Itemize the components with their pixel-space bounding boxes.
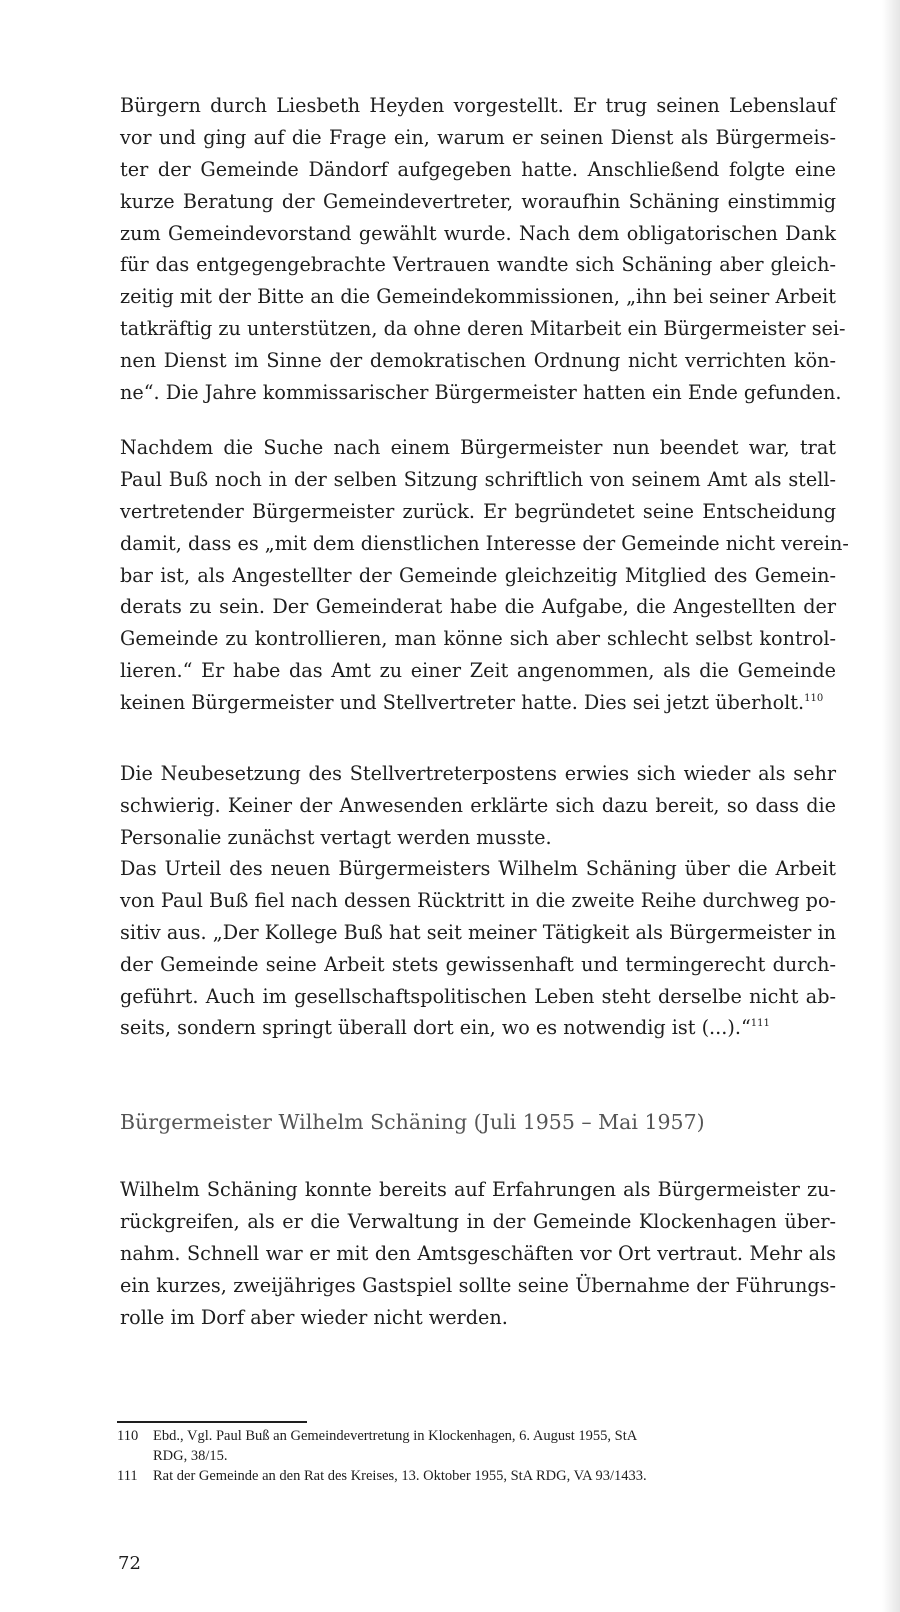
text-line: bar ist, als Angestellter der Gemeinde gleichzeitig Mitglied des Gemein-: [120, 563, 836, 587]
footnote-111: [117, 1466, 817, 1486]
text-line: vertretender Bürgermeister zurück. Er begründetet seine Entscheidung: [120, 499, 836, 523]
paragraph-schaening: [120, 1174, 836, 1333]
text-line: ein kurzes, zweijähriges Gastspiel sollte seine Übernahme der Führungs-: [120, 1273, 836, 1297]
page-number: 72: [118, 1553, 141, 1574]
text-line: rückgreifen, als er die Verwaltung in der Gemeinde Klockenhagen über-: [120, 1209, 836, 1233]
text-line: Wilhelm Schäning konnte bereits auf Erfahrungen als Bürgermeister zu-: [120, 1178, 836, 1201]
text-line: von Paul Buß fiel nach dessen Rücktritt in die zweite Reihe durchweg po-: [120, 888, 836, 912]
footnote-ref: 111: [750, 1018, 770, 1030]
text-line: tatkräftig zu unterstützen, da ohne deren Mitarbeit ein Bürgermeister sei-: [120, 317, 846, 341]
footnote-number: 110: [117, 1428, 139, 1444]
text-line: für das entgegengebrachte Vertrauen wandte sich Schäning aber gleich-: [120, 253, 836, 277]
text-line-with-footnote: [120, 687, 836, 719]
text-line: ne“. Die Jahre kommissarischer Bürgermeister hatten ein Ende gefunden.: [120, 381, 842, 405]
text-line: Nachdem die Suche nach einem Bürgermeister nun beendet war, trat: [120, 436, 836, 459]
text-line: Das Urteil des neuen Bürgermeisters Wilhelm Schäning über die Arbeit: [120, 857, 836, 880]
footnote-separator: [117, 1421, 307, 1423]
footnote-line: Ebd., Vgl. Paul Buß an Gemeindevertretung in Klockenhagen, 6. August 1955, StA: [153, 1428, 638, 1444]
paragraph-resignation: [120, 432, 849, 719]
paragraph-deputy-vacancy: [120, 758, 836, 854]
text-line: damit, dass es „mit dem dienstlichen Interesse der Gemeinde nicht verein-: [120, 531, 849, 555]
footnote-ref: 110: [804, 693, 824, 705]
footnote-line: Rat der Gemeinde an den Rat des Kreises, 13. Oktober 1955, StA RDG, VA 93/1433.: [153, 1468, 647, 1484]
section-heading: Bürgermeister Wilhelm Schäning (Juli 1955 – Mai 1957): [120, 1110, 705, 1134]
footnote-line: RDG, 38/15.: [153, 1448, 228, 1464]
footnote-110: [117, 1426, 817, 1466]
text-line: derats zu sein. Der Gemeinderat habe die Aufgabe, die Angestellten der: [120, 595, 836, 619]
text-line: zum Gemeindevorstand gewählt wurde. Nach dem obligatorischen Dank: [120, 221, 836, 245]
text-line: zeitig mit der Bitte an die Gemeindekommissionen, „ihn bei seiner Arbeit: [120, 285, 836, 309]
text-line: Personalie zunächst vertagt werden musste.: [120, 825, 552, 849]
text-line: Die Neubesetzung des Stellvertreterpostens erwies sich wieder als sehr: [120, 762, 836, 785]
text-line: keinen Bürgermeister und Stellvertreter hatte. Dies sei jetzt überholt.: [120, 691, 805, 715]
text-line: nahm. Schnell war er mit den Amtsgeschäften vor Ort vertraut. Mehr als: [120, 1241, 836, 1265]
text-line: lieren.“ Er habe das Amt zu einer Zeit angenommen, als die Gemeinde: [120, 659, 836, 683]
paragraph-election: [120, 90, 846, 409]
text-line: Paul Buß noch in der selben Sitzung schriftlich von seinem Amt als stell-: [120, 467, 836, 491]
footnote-text: [153, 1466, 817, 1486]
text-line: schwierig. Keiner der Anwesenden erklärte sich dazu bereit, so dass die: [120, 793, 836, 817]
text-line: rolle im Dorf aber wieder nicht werden.: [120, 1305, 508, 1329]
text-line: sitiv aus. „Der Kollege Buß hat seit meiner Tätigkeit als Bürgermeister in: [120, 920, 836, 944]
footnote-number: 111: [117, 1468, 138, 1484]
page-edge-shadow: [882, 0, 900, 1612]
text-line: geführt. Auch im gesellschaftspolitischen Leben steht derselbe nicht ab-: [120, 984, 836, 1008]
text-line: seits, sondern springt überall dort ein, wo es notwendig ist (...).“: [120, 1016, 751, 1040]
text-line: kurze Beratung der Gemeindevertreter, woraufhin Schäning einstimmig: [120, 189, 836, 213]
text-line: der Gemeinde seine Arbeit stets gewissenhaft und termingerecht durch-: [120, 952, 836, 976]
text-line-with-footnote: [120, 1012, 836, 1044]
footnotes: [117, 1426, 817, 1486]
text-line: Bürgern durch Liesbeth Heyden vorgestellt. Er trug seinen Lebenslauf: [120, 94, 836, 117]
footnote-text: [153, 1426, 817, 1466]
text-line: vor und ging auf die Frage ein, warum er seinen Dienst als Bürgermeis-: [120, 125, 836, 149]
text-line: nen Dienst im Sinne der demokratischen Ordnung nicht verrichten kön-: [120, 349, 836, 373]
paragraph-judgement: [120, 853, 836, 1044]
text-line: Gemeinde zu kontrollieren, man könne sich aber schlecht selbst kontrol-: [120, 627, 836, 651]
text-line: ter der Gemeinde Dändorf aufgegeben hatte. Anschließend folgte eine: [120, 157, 836, 181]
